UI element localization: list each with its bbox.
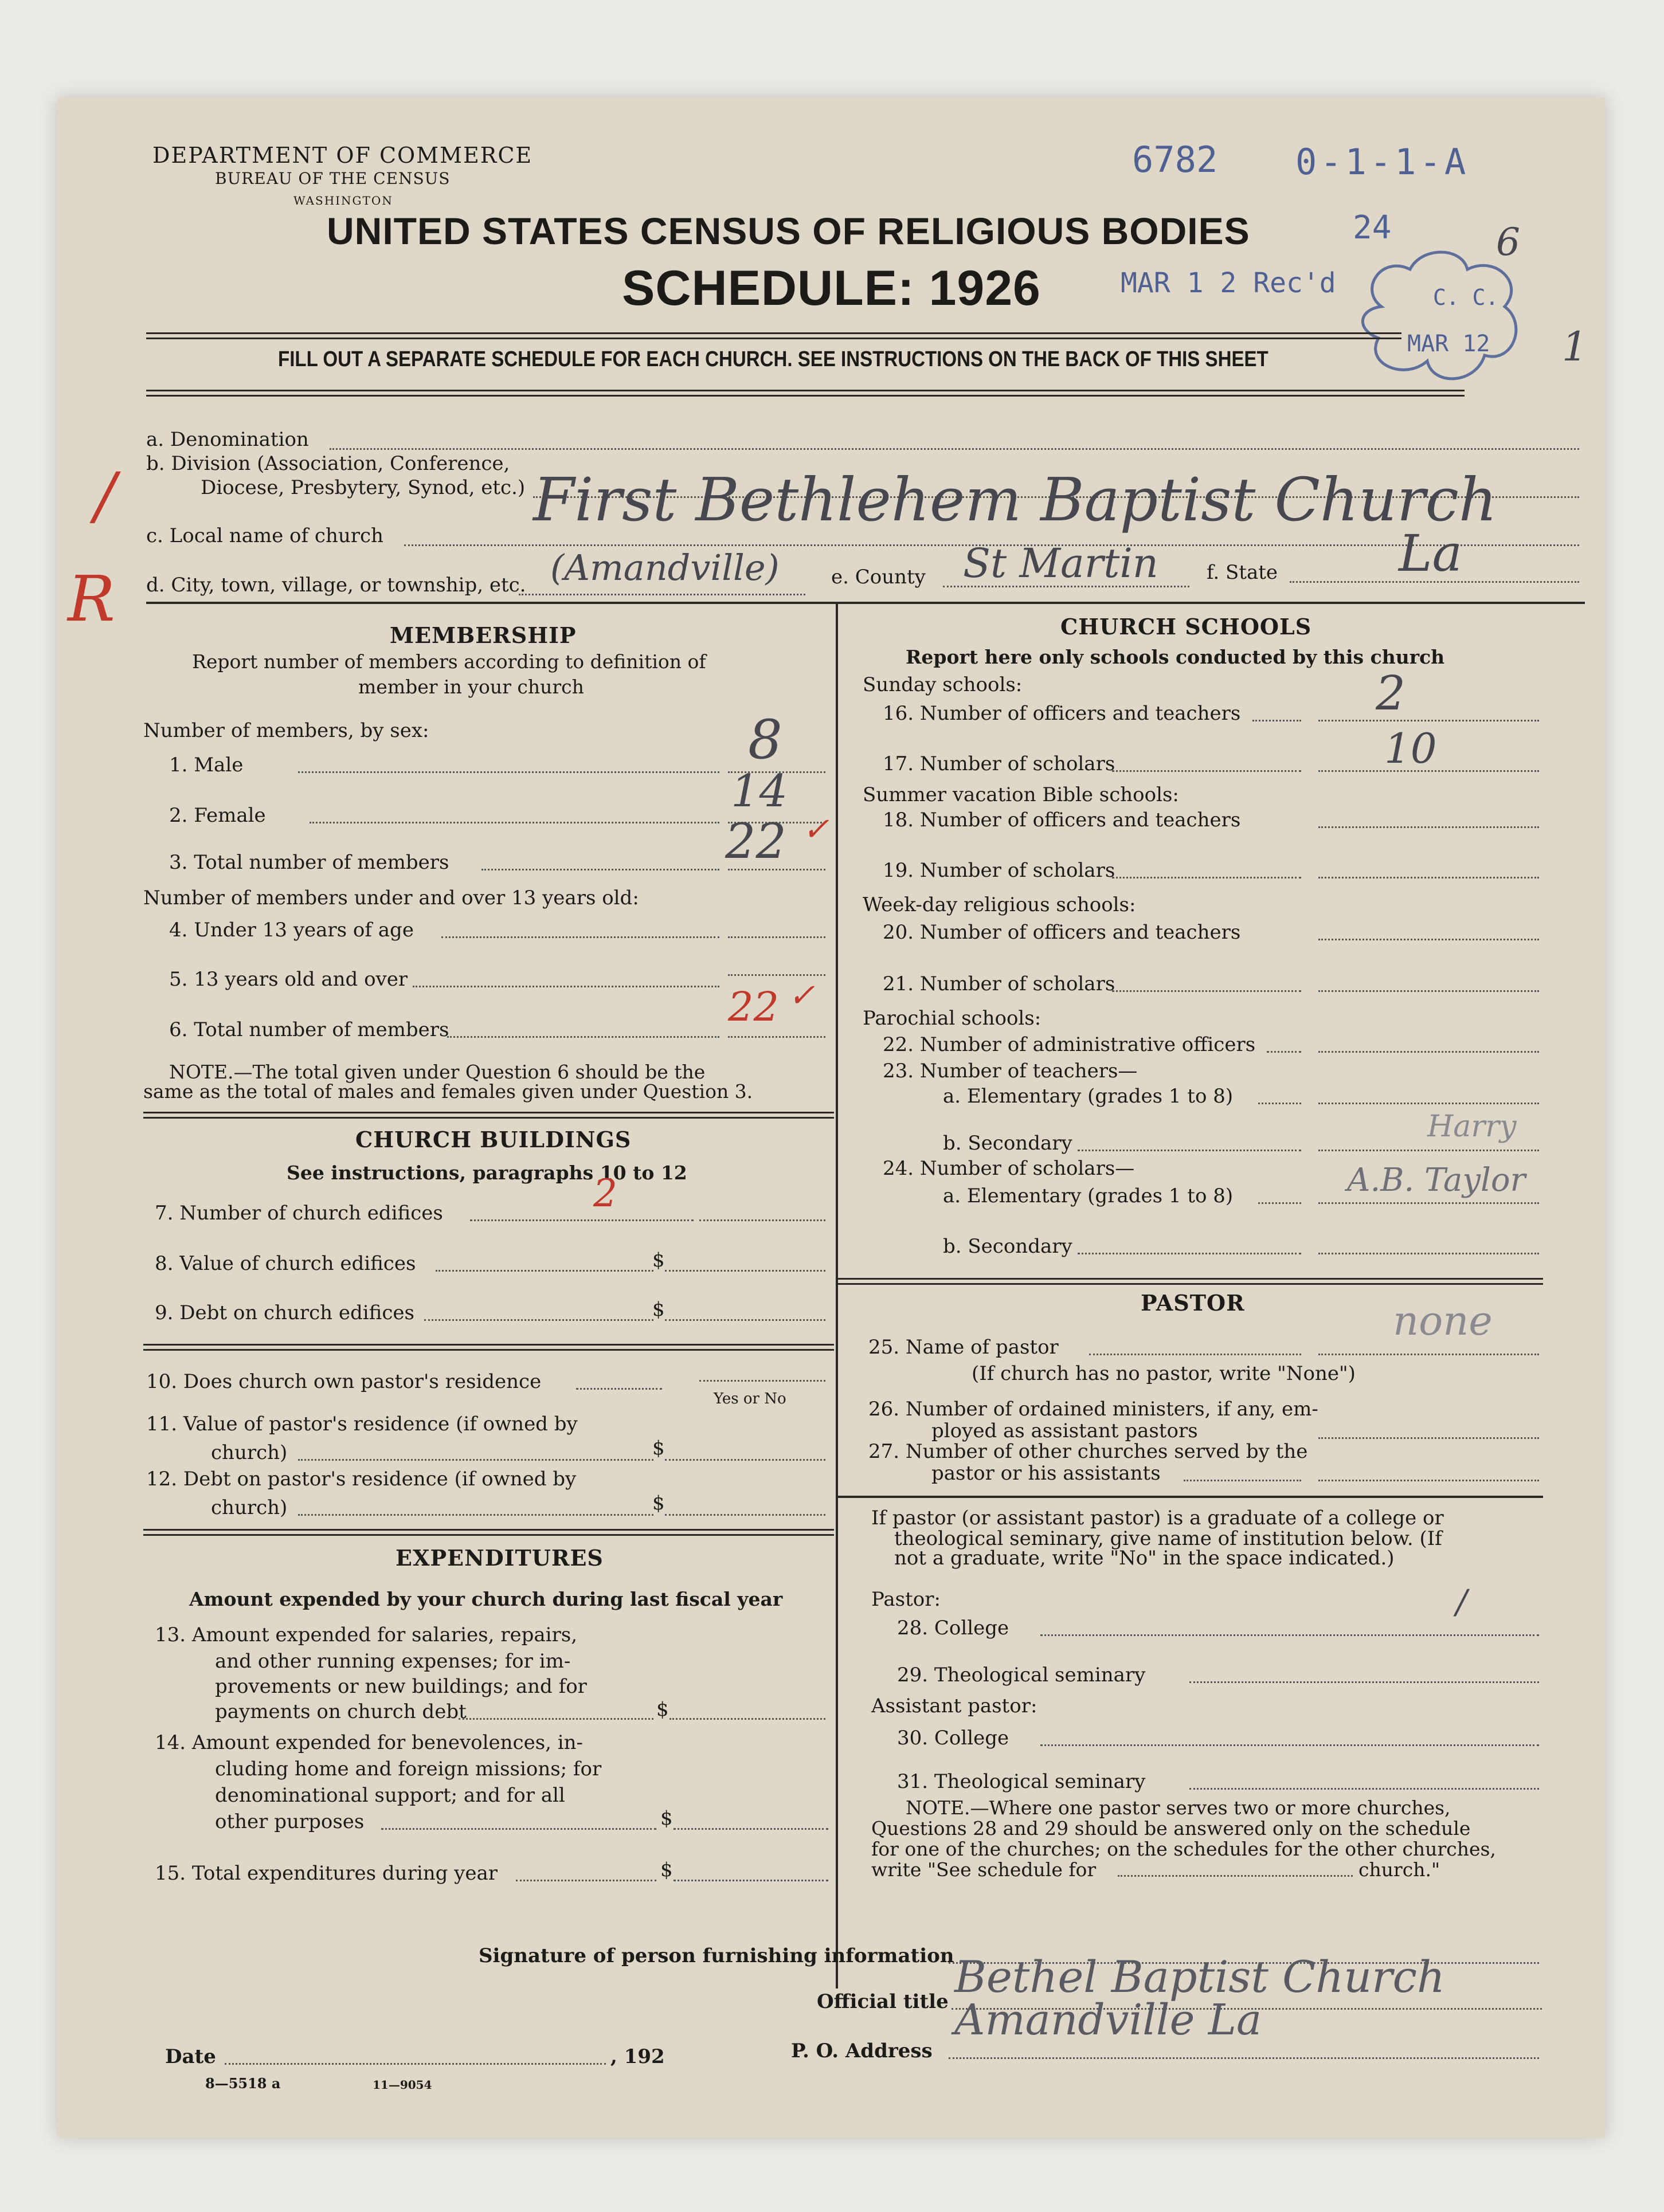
membership-note-cont: same as the total of males and females given under Question 3.: [143, 1080, 753, 1103]
q12-residence-debt-field[interactable]: [665, 1514, 825, 1516]
membership-heading: MEMBERSHIP: [390, 622, 577, 648]
q11-residence-value-field[interactable]: [665, 1459, 825, 1461]
division-label-cont: Diocese, Presbytery, Synod, etc.): [201, 476, 526, 499]
q3-total-leader: [481, 869, 719, 870]
q29-label: 29. Theological seminary: [897, 1664, 1146, 1687]
q16-label: 16. Number of officers and teachers: [883, 702, 1241, 725]
pastor-note-line4: write "See schedule for: [871, 1858, 1097, 1881]
q15-total-label: 15. Total expenditures during year: [155, 1862, 498, 1885]
q24b-leader: [1078, 1253, 1301, 1254]
q22-field[interactable]: [1318, 1051, 1539, 1053]
q27-field[interactable]: [1318, 1480, 1539, 1481]
schools-subheading: Report here only schools conducted by this church: [906, 646, 1445, 668]
q1-male-label: 1. Male: [169, 754, 244, 776]
see-schedule-church-field[interactable]: [1118, 1875, 1353, 1877]
q17-leader: [1112, 770, 1301, 772]
q9-debt-leader: [424, 1319, 653, 1321]
q8-value-field[interactable]: [665, 1270, 825, 1272]
margin-handwritten-one: 1: [1562, 323, 1588, 370]
bureau-name: BUREAU OF THE CENSUS: [215, 169, 451, 188]
q17-label: 17. Number of scholars: [883, 752, 1115, 775]
q24-label: 24. Number of scholars—: [883, 1157, 1135, 1180]
pastor-note-line3: for one of the churches; on the schedules for the other churches,: [871, 1838, 1496, 1860]
expenditures-heading: EXPENDITURES: [396, 1545, 604, 1571]
print-number: 11—9054: [373, 2078, 432, 2092]
q13-leader: [459, 1718, 653, 1720]
q7-edifices-value: 2: [593, 1171, 617, 1215]
schedule-title: SCHEDULE: 1926: [622, 261, 1041, 316]
q11-residence-value-label: 11. Value of pastor's residence (if owned by: [146, 1413, 578, 1436]
buildings-heading: CHURCH BUILDINGS: [355, 1127, 632, 1152]
q23b-value: Harry: [1427, 1109, 1517, 1144]
q23b-label: b. Secondary: [943, 1132, 1072, 1155]
q2-female-value: 14: [731, 766, 788, 817]
q13-label-line3: provements or new buildings; and for: [215, 1675, 587, 1698]
parochial-schools-label: Parochial schools:: [863, 1007, 1042, 1030]
q6-total-value: 22: [728, 983, 780, 1030]
q15-dollar-sign: $: [660, 1858, 673, 1881]
q2-female-leader: [310, 822, 719, 823]
q25-label: 25. Name of pastor: [868, 1336, 1059, 1359]
weekday-schools-label: Week-day religious schools:: [863, 893, 1136, 916]
q12-leader: [298, 1514, 653, 1516]
q13-amount-field[interactable]: [669, 1718, 825, 1720]
q13-label-line4: payments on church debt: [215, 1700, 467, 1723]
q29-seminary-field[interactable]: [1189, 1681, 1539, 1683]
column-divider: [836, 602, 838, 1989]
q8-value-leader: [436, 1270, 653, 1272]
stamp-number-24: 24: [1353, 209, 1392, 246]
q25-value: none: [1393, 1297, 1493, 1344]
q11-residence-value-label-cont: church): [211, 1441, 288, 1464]
q2-female-label: 2. Female: [169, 804, 266, 827]
q5-over13-label: 5. 13 years old and over: [169, 968, 408, 991]
q12-dollar-sign: $: [652, 1492, 665, 1515]
q11-dollar-sign: $: [652, 1437, 665, 1460]
division-label: b. Division (Association, Conference,: [146, 452, 510, 475]
q6-total-leader: [447, 1036, 719, 1038]
q25-note: (If church has no pastor, write "None"): [972, 1362, 1356, 1385]
q24b-label: b. Secondary: [943, 1235, 1072, 1258]
q7-edifices-label: 7. Number of church edifices: [155, 1202, 443, 1225]
q13-label-line2: and other running expenses; for im-: [215, 1650, 571, 1673]
graduate-instruction: If pastor (or assistant pastor) is a graduate of a college or: [871, 1507, 1444, 1529]
denomination-field[interactable]: [330, 448, 1579, 450]
q24a-field[interactable]: [1318, 1202, 1539, 1204]
q8-value-label: 8. Value of church edifices: [155, 1252, 416, 1275]
pastor-note-line2: Questions 28 and 29 should be answered only on the schedule: [871, 1817, 1471, 1840]
q8-dollar-sign: $: [652, 1249, 665, 1272]
po-address-value: Amandville La: [954, 1995, 1262, 2045]
q24a-value: A.B. Taylor: [1347, 1162, 1526, 1199]
schools-heading: CHURCH SCHOOLS: [1060, 614, 1312, 640]
county-label: e. County: [831, 566, 926, 589]
cc-seal-stamp: [1347, 244, 1530, 393]
q24b-field[interactable]: [1318, 1253, 1539, 1254]
q14-label-line4: other purposes: [215, 1810, 365, 1833]
q12-residence-debt-label: 12. Debt on pastor's residence (if owned by: [146, 1468, 577, 1491]
q14-label-line1: 14. Amount expended for benevolences, in-: [155, 1731, 584, 1754]
instruction-bottom-rule: [146, 390, 1465, 397]
q12-residence-debt-label-cont: church): [211, 1496, 288, 1519]
form-title: UNITED STATES CENSUS OF RELIGIOUS BODIES: [327, 210, 1250, 252]
q25-pastor-name-field[interactable]: [1318, 1354, 1539, 1355]
q24a-leader: [1258, 1202, 1301, 1204]
q13-dollar-sign: $: [656, 1698, 669, 1721]
q28-label: 28. College: [897, 1617, 1009, 1640]
q6-total-field[interactable]: [728, 1036, 825, 1038]
q19-label: 19. Number of scholars: [883, 859, 1115, 882]
city-label: d. City, town, village, or township, etc.: [146, 574, 526, 597]
members-by-age-label: Number of members under and over 13 years old:: [143, 887, 639, 909]
q14-dollar-sign: $: [660, 1807, 673, 1830]
pastor-mid-rule: [838, 1496, 1543, 1498]
buildings-subheading: See instructions, paragraphs 10 to 12: [287, 1162, 687, 1184]
form-number: 8—5518 a: [205, 2075, 281, 2092]
q23a-leader: [1258, 1103, 1301, 1104]
date-year-suffix: , 192: [610, 2045, 665, 2068]
pastor-note-end: church.": [1358, 1858, 1440, 1881]
q10-residence-label: 10. Does church own pastor's residence: [146, 1370, 542, 1393]
red-margin-slash: /: [95, 459, 116, 532]
q15-leader: [516, 1880, 656, 1881]
q26-label-cont: ployed as assistant pastors: [931, 1419, 1198, 1442]
q27-leader: [1184, 1480, 1301, 1481]
q9-debt-field[interactable]: [665, 1319, 825, 1321]
file-number-stamp: 6782: [1132, 139, 1218, 181]
members-by-sex-label: Number of members, by sex:: [143, 719, 429, 742]
department-name: DEPARTMENT OF COMMERCE: [152, 143, 533, 168]
buildings-mid-rule: [143, 1344, 834, 1351]
q25-leader: [1089, 1354, 1301, 1355]
state-value: La: [1399, 524, 1462, 583]
membership-bottom-rule: [143, 1112, 834, 1119]
q3-total-label: 3. Total number of members: [169, 851, 449, 874]
q15-total-field[interactable]: [674, 1880, 828, 1881]
q22-leader: [1267, 1051, 1301, 1053]
q3-total-value: 22: [725, 813, 786, 869]
q28-college-field[interactable]: [1040, 1634, 1539, 1636]
date-field[interactable]: [225, 2063, 606, 2065]
graduate-instruction-cont: theological seminary, give name of institution below. (If: [894, 1527, 1442, 1550]
pastor-subheading: Pastor:: [871, 1588, 941, 1611]
q30-label: 30. College: [897, 1727, 1009, 1750]
q14-amount-field[interactable]: [674, 1828, 828, 1830]
census-form-sheet: [57, 97, 1605, 2138]
official-title-label: Official title: [817, 1990, 949, 2013]
city-value: (Amandville): [550, 547, 780, 589]
q16-value: 2: [1376, 666, 1406, 721]
q7-edifices-field[interactable]: [699, 1219, 825, 1221]
buildings-bottom-rule: [143, 1529, 834, 1536]
local-name-value: First Bethlehem Baptist Church: [533, 465, 1497, 535]
q14-leader: [381, 1828, 656, 1830]
q4-under13-label: 4. Under 13 years of age: [169, 919, 414, 942]
identification-bottom-rule: [146, 602, 1585, 604]
received-date-stamp: MAR 1 2 Rec'd: [1121, 267, 1336, 299]
schools-bottom-rule: [838, 1278, 1543, 1285]
instruction-banner: FILL OUT A SEPARATE SCHEDULE FOR EACH CHURCH. SEE INSTRUCTIONS ON THE BACK OF THIS SHEET: [278, 347, 1268, 371]
cc-stamp-text: C. C.: [1433, 285, 1499, 310]
membership-intro-cont: member in your church: [358, 676, 584, 698]
q28-mark: /: [1456, 1582, 1467, 1621]
classification-code-stamp: 0-1-1-A: [1295, 141, 1470, 183]
state-label: f. State: [1207, 561, 1278, 584]
county-value: St Martin: [963, 540, 1158, 587]
q1-male-leader: [298, 771, 719, 773]
q3-checkmark: ✓: [802, 811, 829, 848]
q21-label: 21. Number of scholars: [883, 972, 1115, 995]
q21-field[interactable]: [1318, 990, 1539, 992]
q18-label: 18. Number of officers and teachers: [883, 809, 1241, 832]
q14-label-line3: denominational support; and for all: [215, 1784, 565, 1807]
q4-under13-field[interactable]: [728, 936, 825, 938]
expenditures-subheading: Amount expended by your church during last fiscal year: [189, 1588, 783, 1610]
q31-label: 31. Theological seminary: [897, 1770, 1146, 1793]
city-field[interactable]: [519, 594, 805, 595]
q10-residence-field[interactable]: [699, 1380, 825, 1382]
q5-over13-leader: [413, 986, 719, 987]
q20-label: 20. Number of officers and teachers: [883, 921, 1241, 944]
po-address-field[interactable]: [949, 2057, 1539, 2059]
q16-leader: [1252, 720, 1301, 721]
q23a-label: a. Elementary (grades 1 to 8): [943, 1085, 1234, 1108]
signature-label: Signature of person furnishing information: [479, 1944, 954, 1967]
q19-field[interactable]: [1318, 877, 1539, 878]
q10-residence-leader: [576, 1388, 662, 1390]
q23a-field[interactable]: [1318, 1103, 1539, 1104]
official-title-value: Bethel Baptist Church: [954, 1951, 1446, 2002]
handwritten-six: 6: [1496, 220, 1520, 264]
q6-checkmark: ✓: [788, 977, 815, 1014]
q9-debt-label: 9. Debt on church edifices: [155, 1301, 414, 1324]
q14-label-line2: cluding home and foreign missions; for: [215, 1758, 602, 1780]
q22-label: 22. Number of administrative officers: [883, 1033, 1256, 1056]
cc-stamp-date: MAR 12: [1407, 331, 1490, 357]
q30-college-field[interactable]: [1040, 1744, 1539, 1746]
q19-leader: [1112, 877, 1301, 878]
q27-label-cont: pastor or his assistants: [931, 1462, 1161, 1485]
date-label: Date: [165, 2045, 216, 2068]
q1-male-value: 8: [748, 709, 782, 771]
instruction-top-rule: [146, 332, 1401, 339]
assistant-pastor-subheading: Assistant pastor:: [871, 1695, 1037, 1717]
q26-field[interactable]: [1318, 1437, 1539, 1439]
q18-field[interactable]: [1318, 826, 1539, 828]
q23b-field[interactable]: [1318, 1150, 1539, 1151]
denomination-label: a. Denomination: [146, 428, 309, 451]
q23-label: 23. Number of teachers—: [883, 1060, 1138, 1083]
q20-field[interactable]: [1318, 939, 1539, 940]
summer-schools-label: Summer vacation Bible schools:: [863, 783, 1179, 806]
q11-leader: [298, 1459, 653, 1461]
q5-over13-field[interactable]: [728, 974, 825, 976]
q13-label-line1: 13. Amount expended for salaries, repairs,: [155, 1623, 578, 1646]
q7-edifices-leader: [470, 1219, 694, 1221]
membership-note: NOTE.—The total given under Question 6 should be the: [169, 1061, 706, 1083]
sunday-schools-label: Sunday schools:: [863, 673, 1023, 696]
q17-value: 10: [1384, 724, 1437, 772]
q27-label: 27. Number of other churches served by the: [868, 1440, 1308, 1463]
bureau-city: WASHINGTON: [293, 194, 393, 207]
yes-or-no-hint: Yes or No: [714, 1390, 786, 1407]
pastor-note: NOTE.—Where one pastor serves two or more churches,: [906, 1797, 1451, 1819]
q4-under13-leader: [441, 936, 719, 938]
q16-field[interactable]: [1318, 720, 1539, 721]
q21-leader: [1112, 990, 1301, 992]
local-name-label: c. Local name of church: [146, 524, 383, 547]
q23b-leader: [1078, 1150, 1301, 1151]
graduate-instruction-end: not a graduate, write "No" in the space indicated.): [894, 1547, 1395, 1570]
q9-dollar-sign: $: [652, 1298, 665, 1321]
membership-intro: Report number of members according to definition of: [192, 650, 706, 673]
pastor-heading: PASTOR: [1141, 1290, 1245, 1316]
q26-label: 26. Number of ordained ministers, if any, em-: [868, 1398, 1318, 1421]
q31-seminary-field[interactable]: [1189, 1788, 1539, 1790]
q24a-label: a. Elementary (grades 1 to 8): [943, 1185, 1234, 1207]
po-address-label: P. O. Address: [791, 2040, 933, 2062]
red-margin-r: R: [68, 562, 115, 636]
q6-total-label: 6. Total number of members: [169, 1018, 449, 1041]
